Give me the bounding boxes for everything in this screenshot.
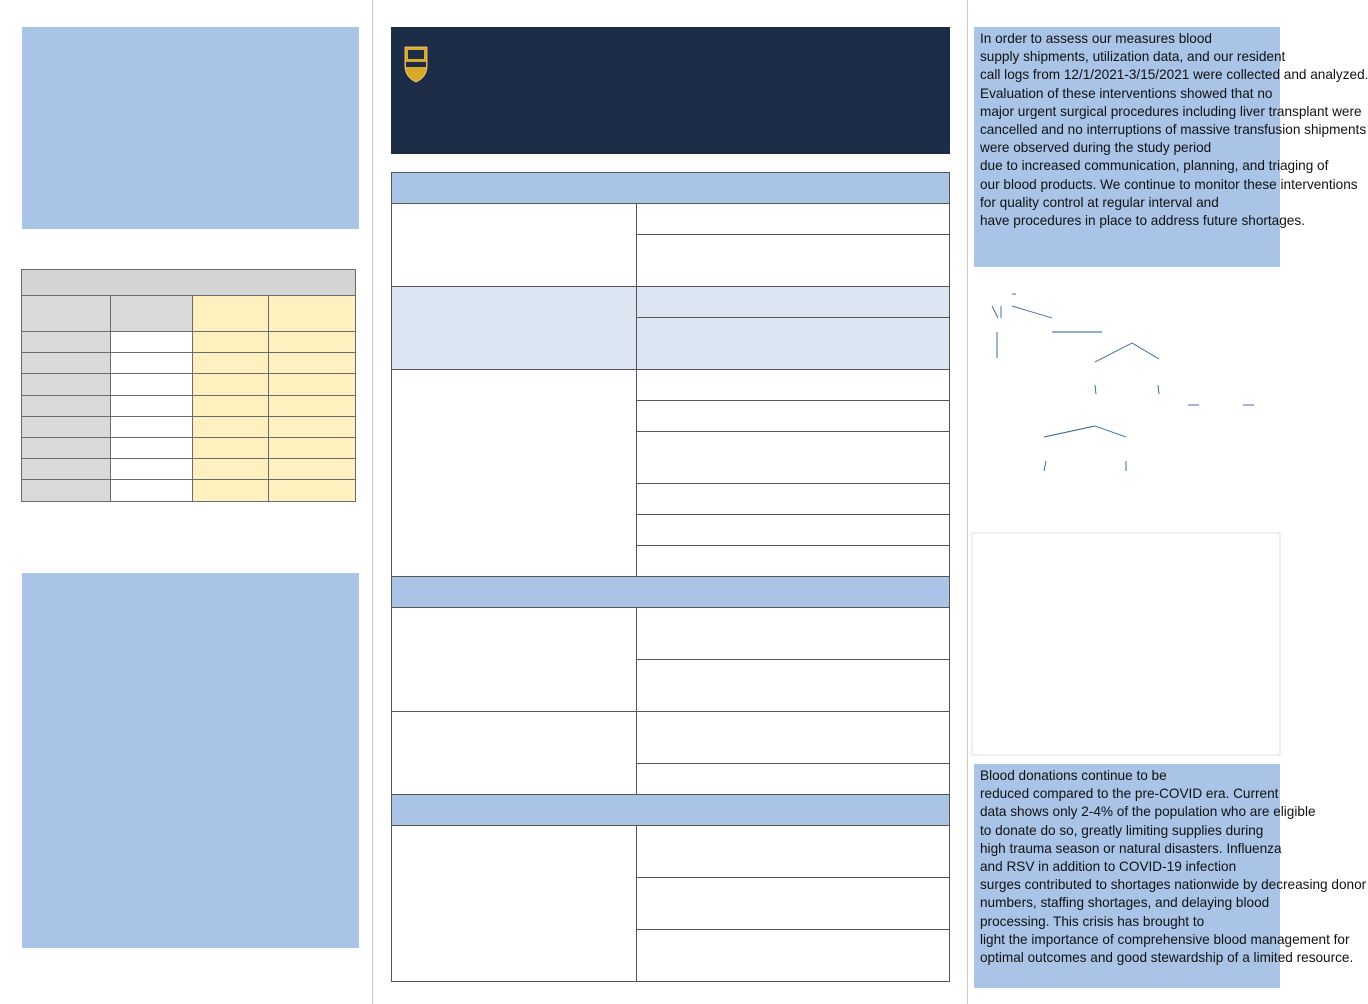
text-line: have procedures in place to address future shortages. bbox=[980, 213, 1305, 229]
group-preserving-resources bbox=[392, 370, 637, 577]
group-enhanced-communication bbox=[392, 826, 637, 982]
inventory-row bbox=[22, 416, 356, 437]
units-cell bbox=[111, 437, 193, 458]
interventions-table bbox=[391, 172, 950, 982]
two-day-min-cell bbox=[193, 480, 269, 501]
intervention-item bbox=[637, 204, 950, 235]
text-line: numbers, staffing shortages, and delaying blood bbox=[980, 895, 1270, 911]
text-line: optimal outcomes and good stewardship of a limited resource. bbox=[980, 950, 1354, 966]
intervention-item bbox=[637, 287, 950, 318]
intervention-item bbox=[637, 370, 950, 401]
poster-authors bbox=[509, 89, 937, 126]
text-line: Evaluation of these interventions showed that no bbox=[980, 85, 1273, 101]
conclusions-panel bbox=[974, 764, 1367, 988]
section-clinical-team-recommendations bbox=[392, 577, 950, 608]
two-day-min-cell bbox=[193, 416, 269, 437]
inventory-row bbox=[22, 437, 356, 458]
intervention-item bbox=[637, 318, 950, 370]
text-line: call logs from 12/1/2021-3/15/2021 were collected and analyzed. bbox=[980, 67, 1368, 83]
intervention-item bbox=[637, 826, 950, 878]
intervention-item bbox=[637, 660, 950, 712]
units-cell bbox=[111, 374, 193, 395]
two-day-min-cell bbox=[193, 374, 269, 395]
results-text bbox=[980, 30, 1368, 230]
one-day-min-cell bbox=[269, 374, 356, 395]
inventory-row bbox=[22, 395, 356, 416]
inventory-row bbox=[22, 353, 356, 374]
methods-panel bbox=[22, 573, 359, 948]
intervention-item bbox=[637, 484, 950, 515]
intervention-item bbox=[637, 608, 950, 660]
text-line: cancelled and no interruptions of massive transfusion shipments bbox=[980, 122, 1367, 138]
section-improving-communication bbox=[392, 795, 950, 826]
resident-evaluation-flowchart bbox=[972, 277, 1280, 512]
units-cell bbox=[111, 353, 193, 374]
text-line: due to increased communication, planning, and triaging of bbox=[980, 158, 1329, 174]
text-line: major urgent surgical procedures including liver transplant were bbox=[980, 103, 1362, 119]
inventory-title bbox=[22, 270, 356, 296]
intervention-item bbox=[637, 764, 950, 795]
ur-medicine-logo bbox=[403, 44, 503, 124]
text-line: to donate do so, greatly limiting supplies during bbox=[980, 822, 1264, 838]
inventory-row bbox=[22, 332, 356, 353]
units-cell bbox=[111, 480, 193, 501]
group-multimodal-communication bbox=[392, 204, 637, 287]
one-day-min-cell bbox=[269, 353, 356, 374]
text-line: were observed during the study period bbox=[980, 140, 1212, 156]
inventory-row bbox=[22, 480, 356, 501]
column-divider-right bbox=[967, 0, 968, 1004]
blood-type-cell bbox=[22, 332, 111, 353]
text-line: processing. This crisis has brought to bbox=[980, 913, 1205, 929]
blood-type-cell bbox=[22, 437, 111, 458]
one-day-min-cell bbox=[269, 416, 356, 437]
two-day-min-cell bbox=[193, 353, 269, 374]
background-panel bbox=[22, 27, 359, 229]
text-line: data shows only 2-4% of the population who are eligible bbox=[980, 804, 1316, 820]
flow-arrows bbox=[992, 294, 1254, 471]
inventory-dashboard-table bbox=[21, 269, 356, 502]
one-day-min-cell bbox=[269, 437, 356, 458]
units-cell bbox=[111, 459, 193, 480]
text-line: for quality control at regular interval and bbox=[980, 194, 1219, 210]
text-line: Blood donations continue to be bbox=[980, 768, 1167, 783]
column-divider-left bbox=[372, 0, 373, 1004]
col-units bbox=[111, 296, 193, 332]
two-day-min-cell bbox=[193, 459, 269, 480]
group-minimize-bleeding bbox=[392, 608, 637, 712]
two-day-min-cell bbox=[193, 395, 269, 416]
rbc-inventory-chart bbox=[972, 533, 1280, 755]
two-day-min-cell bbox=[193, 332, 269, 353]
text-line: high trauma season or natural disasters. Influenza bbox=[980, 840, 1282, 856]
units-cell bbox=[111, 416, 193, 437]
intervention-item bbox=[637, 515, 950, 546]
text-line: reduced compared to the pre-COVID era. Current bbox=[980, 786, 1279, 802]
intervention-item bbox=[637, 432, 950, 484]
two-day-min-cell bbox=[193, 437, 269, 458]
poster-header bbox=[391, 27, 950, 154]
conclusions-text bbox=[980, 767, 1367, 967]
text-line: surges contributed to shortages nationwide by decreasing donor bbox=[980, 877, 1367, 893]
intervention-item bbox=[637, 546, 950, 577]
text-line: In order to assess our measures blood bbox=[980, 31, 1212, 46]
intervention-item bbox=[637, 930, 950, 982]
units-cell bbox=[111, 395, 193, 416]
group-inventory-dashboard bbox=[392, 287, 637, 370]
intervention-item bbox=[637, 401, 950, 432]
intervention-item bbox=[637, 712, 950, 764]
section-blood-bank-interventions bbox=[392, 173, 950, 204]
intervention-item bbox=[637, 235, 950, 287]
text-line: supply shipments, utilization data, and our resident bbox=[980, 49, 1286, 65]
blood-type-cell bbox=[22, 353, 111, 374]
results-panel bbox=[974, 27, 1368, 267]
poster-title bbox=[509, 40, 937, 64]
col-2day bbox=[193, 296, 269, 332]
col-type bbox=[22, 296, 111, 332]
text-line: our blood products. We continue to monitor these interventions bbox=[980, 176, 1358, 192]
one-day-min-cell bbox=[269, 480, 356, 501]
one-day-min-cell bbox=[269, 395, 356, 416]
blood-type-cell bbox=[22, 416, 111, 437]
col-1day bbox=[269, 296, 356, 332]
blood-type-cell bbox=[22, 395, 111, 416]
one-day-min-cell bbox=[269, 459, 356, 480]
intervention-item bbox=[637, 878, 950, 930]
units-cell bbox=[111, 332, 193, 353]
inventory-row bbox=[22, 459, 356, 480]
group-conservation bbox=[392, 712, 637, 795]
blood-type-cell bbox=[22, 374, 111, 395]
text-line: light the importance of comprehensive blood management for bbox=[980, 931, 1350, 947]
text-line: and RSV in addition to COVID-19 infection bbox=[980, 859, 1237, 875]
blood-type-cell bbox=[22, 459, 111, 480]
blood-type-cell bbox=[22, 480, 111, 501]
inventory-row bbox=[22, 374, 356, 395]
one-day-min-cell bbox=[269, 332, 356, 353]
